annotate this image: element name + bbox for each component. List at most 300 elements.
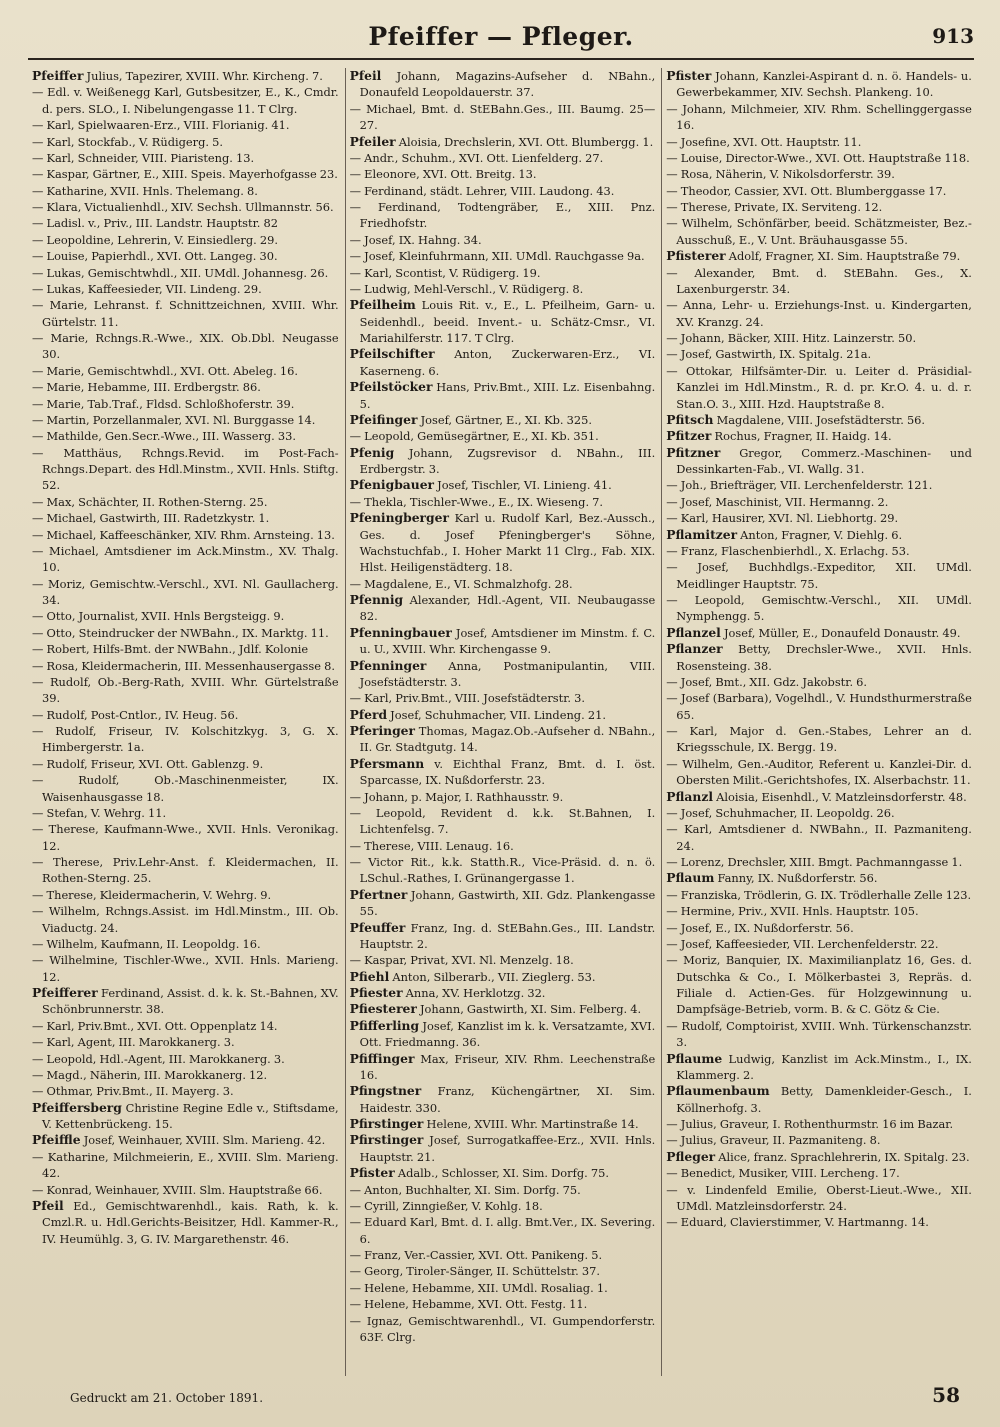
- entry-text: — Ferdinand, städt. Lehrer, VIII. Laudong. 43.: [349, 183, 615, 198]
- entry-text: Aloisia, Eisenhdl., V. Matzleinsdorferstr. 48.: [713, 789, 967, 804]
- entry-text: — Karl, Schneider, VIII. Piaristeng. 13.: [32, 150, 255, 165]
- entry-surname: Pfeuffer: [349, 919, 406, 935]
- directory-entry: [32, 608, 339, 624]
- entry-surname: Pfitzner: [666, 444, 721, 460]
- entry-text: — Marie, Gemischtwhdl., XVI. Ott. Abeleg. 16.: [32, 363, 298, 378]
- directory-entry: [32, 641, 339, 657]
- entry-text: — Magd., Näherin, III. Marokkanerg. 12.: [32, 1067, 268, 1082]
- entry-text: — Therese, Kaufmann-Wwe., XVII. Hnls. Veronikag. 12.: [32, 822, 339, 853]
- entry-surname: Pfeningberger: [349, 510, 449, 526]
- directory-entry: [666, 346, 972, 362]
- directory-entry: [666, 265, 972, 298]
- entry-text: Rochus, Fragner, II. Haidg. 14.: [711, 429, 892, 444]
- entry-surname: Pfitsch: [666, 411, 714, 427]
- directory-entry: [666, 1116, 972, 1132]
- directory-entry: [350, 1116, 656, 1132]
- directory-entry: [32, 428, 339, 444]
- entry-text: — Stefan, V. Wehrg. 11.: [32, 805, 167, 820]
- entry-surname: Pfeiler: [349, 133, 396, 149]
- entry-text: — Rudolf, Comptoirist, XVIII. Wnh. Türkenschanzstr. 3.: [666, 1018, 972, 1050]
- directory-entry: [32, 248, 339, 264]
- entry-surname: Pflanzer: [666, 641, 723, 657]
- entry-text: — Robert, Hilfs-Bmt. der NWBahn., Jdlf. Kolonie: [32, 642, 309, 657]
- directory-entry: [666, 1165, 972, 1181]
- entry-surname: Pfeilstöcker: [349, 379, 433, 395]
- directory-entry: [32, 1018, 339, 1034]
- directory-entry: [32, 68, 339, 84]
- entry-surname: Pfirstinger: [349, 1132, 424, 1148]
- entry-surname: Pfeifinger: [349, 411, 418, 427]
- directory-entry: [350, 150, 656, 166]
- directory-entry: [32, 150, 339, 166]
- directory-entry: [32, 117, 339, 133]
- entry-text: Josef, Tischler, VI. Linieng. 41.: [434, 478, 612, 493]
- entry-surname: Pferd: [349, 706, 388, 722]
- directory-entry: [666, 445, 972, 478]
- entry-text: Ed., Gemischtwarenhdl., kais. Rath, k. k. Cmzl.R. u. Hdl.Gerichts-Beisitzer, Hdl. Kammer-R., IV. Heumühlg. 3, G. IV. Margarethenstr. 46.: [42, 1198, 339, 1246]
- directory-entry: [32, 821, 339, 854]
- directory-entry: [666, 903, 972, 919]
- directory-entry: [32, 297, 339, 330]
- entry-text: — Anna, Lehr- u. Erziehungs-Inst. u. Kindergarten, XV. Kranzg. 24.: [666, 298, 972, 329]
- entry-text: — Magdalene, E., VI. Schmalzhofg. 28.: [349, 576, 573, 591]
- directory-entry: [350, 576, 656, 592]
- entry-text: — Johann, Bäcker, XIII. Hitz. Lainzerstr. 50.: [666, 331, 917, 345]
- entry-text: Josef, Weinhauer, XVIII. Slm. Marieng. 42.: [80, 1133, 326, 1148]
- entry-surname: Pferinger: [349, 723, 415, 738]
- directory-entry: [350, 1001, 656, 1017]
- entry-text: — Georg, Tiroler-Sänger, II. Schüttelstr. 37.: [349, 1264, 601, 1279]
- directory-entry: [350, 510, 656, 576]
- entry-text: — Rosa, Näherin, V. Nikolsdorferstr. 39.: [666, 167, 895, 182]
- entry-text: — Michael, Kaffeeschänker, XIV. Rhm. Arnsteing. 13.: [32, 527, 335, 542]
- directory-entry: [32, 330, 339, 363]
- entry-text: — Thekla, Tischler-Wwe., E., IX. Wieseng. 7.: [349, 494, 604, 509]
- entry-text: — Edl. v. Weißenegg Karl, Gutsbesitzer, E., K., Cmdr. d. pers. SLO., I. Nibelungengasse 11. T Clrg.: [32, 85, 339, 116]
- entry-text: — Josef, Kaffeesieder, VII. Lerchenfelderstr. 22.: [666, 936, 939, 951]
- sheet-number: 58: [932, 1383, 960, 1407]
- entry-text: — Karl, Priv.Bmt., XVI. Ott. Oppenplatz 14.: [32, 1018, 278, 1033]
- directory-entry: [32, 232, 339, 248]
- entry-text: — Rudolf, Friseur, XVI. Ott. Gablenzg. 9.: [32, 756, 264, 771]
- entry-surname: Pfeil: [32, 1197, 64, 1213]
- entry-text: Anton, Silberarb., VII. Zieglerg. 53.: [389, 969, 596, 984]
- directory-entry: [350, 985, 656, 1001]
- entry-text: Thomas, Magaz.Ob.-Aufseher d. NBahn., II. Gr. Stadtgutg. 14.: [359, 724, 656, 755]
- directory-entry: [350, 428, 656, 444]
- directory-entry: [666, 756, 972, 789]
- column-right: [661, 68, 978, 1376]
- entry-surname: Pfister: [349, 1165, 395, 1181]
- entry-text: — Josef, E., IX. Nußdorferstr. 56.: [666, 920, 854, 935]
- directory-entry: [350, 68, 656, 101]
- directory-entry: [32, 84, 339, 117]
- directory-entry: [32, 756, 339, 772]
- entry-text: — Leopold, Hdl.-Agent, III. Marokkanerg. 3.: [32, 1051, 285, 1066]
- directory-entry: [666, 215, 972, 248]
- entry-text: — Mathilde, Gen.Secr.-Wwe., III. Wasserg. 33.: [32, 429, 297, 444]
- entry-text: Anna, Postmanipulantin, VIII. Josefstädterstr. 3.: [359, 658, 656, 689]
- directory-entry: [350, 166, 656, 182]
- directory-entry: [666, 674, 972, 690]
- entry-text: — Leopold, Revident d. k.k. St.Bahnen, I. Lichtenfelsg. 7.: [349, 805, 656, 837]
- entry-text: — Rudolf, Ob.-Maschinenmeister, IX. Waisenhausgasse 18.: [32, 773, 339, 804]
- directory-entry: [666, 1149, 972, 1165]
- directory-entry: [666, 166, 972, 182]
- entry-surname: Pflaumenbaum: [666, 1083, 770, 1099]
- entry-text: Adolf, Fragner, XI. Sim. Hauptstraße 79.: [725, 249, 961, 264]
- entry-text: — Therese, VIII. Lenaug. 16.: [349, 838, 514, 853]
- entry-text: — Josef, IX. Hahng. 34.: [349, 232, 482, 247]
- directory-entry: [32, 903, 339, 936]
- directory-entry: [32, 183, 339, 199]
- entry-text: — Michael, Gastwirth, III. Radetzkystr. 1.: [32, 511, 270, 526]
- directory-entry: [32, 1198, 339, 1247]
- entry-text: Josef, Müller, E., Donaufeld Donaustr. 49.: [720, 625, 961, 640]
- entry-text: — Leopold, Gemüsegärtner, E., XI. Kb. 351.: [349, 429, 599, 444]
- directory-entry: [666, 936, 972, 952]
- directory-entry: [350, 297, 656, 346]
- entry-text: — Karl, Hausirer, XVI. Nl. Liebhortg. 29.: [666, 511, 899, 526]
- entry-surname: Pfeilschifter: [349, 346, 435, 362]
- directory-entry: [666, 821, 972, 854]
- directory-entry: [666, 330, 972, 346]
- page-header: [28, 18, 974, 60]
- entry-text: — Rosa, Kleidermacherin, III. Messenhausergasse 8.: [32, 658, 335, 673]
- directory-entry: [350, 477, 656, 493]
- entry-text: — Wilhelm, Gen.-Auditor, Referent u. Kanzlei-Dir. d. Obersten Milit.-Gerichtshofes, IX. Alserbachstr. 11.: [666, 756, 972, 788]
- entry-text: — Leopold, Gemischtw.-Verschl., XII. UMdl. Nymphengg. 5.: [666, 593, 972, 624]
- directory-entry: [350, 199, 656, 232]
- entry-text: — Marie, Hebamme, III. Erdbergstr. 86.: [32, 380, 261, 395]
- entry-text: Ferdinand, Assist. d. k. k. St.-Bahnen, XV. Schönbrunnerstr. 38.: [42, 986, 339, 1017]
- entry-text: — Therese, Kleidermacherin, V. Wehrg. 9.: [32, 887, 272, 902]
- entry-text: Alexander, Hdl.-Agent, VII. Neubaugasse 82.: [359, 593, 656, 624]
- entry-text: Franz, Ing. d. StEBahn.Ges., III. Landstr. Hauptstr. 2.: [359, 920, 656, 951]
- entry-surname: Pfiesterer: [349, 1001, 417, 1017]
- directory-entry: [666, 1083, 972, 1116]
- entry-text: — Ottokar, Hilfsämter-Dir. u. Leiter d. Präsidial-Kanzlei im Hdl.Minstm., R. d. pr. Kr.O. 4. u. d. r. Stan.O. 3., XIII. Hzd. Hauptstraße 8.: [666, 363, 972, 411]
- entry-text: — Karl, Priv.Bmt., VIII. Josefstädterstr. 3.: [349, 691, 586, 706]
- directory-entry: [350, 592, 656, 625]
- entry-text: — Karl, Major d. Gen.-Stabes, Lehrer an d. Kriegsschule, IX. Bergg. 19.: [666, 724, 972, 755]
- entry-text: — Leopoldine, Lehrerin, V. Einsiedlerg. 29.: [32, 232, 278, 247]
- entry-text: — Helene, Hebamme, XVI. Ott. Festg. 11.: [349, 1297, 588, 1312]
- entry-text: Christine Regine Edle v., Stiftsdame, V. Kettenbrückeng. 15.: [42, 1100, 339, 1131]
- entry-surname: Pflaume: [666, 1050, 723, 1066]
- directory-entry: [350, 379, 656, 412]
- directory-entry: [32, 625, 339, 641]
- entry-text: — Eduard Karl, Bmt. d. I. allg. Bmt.Ver., IX. Severing. 6.: [349, 1215, 656, 1246]
- entry-text: Josef, Amtsdiener im Minstm. f. C. u. U., XVIII. Whr. Kirchengasse 9.: [359, 625, 656, 657]
- entry-text: Betty, Damenkleider-Gesch., I. Köllnerhofg. 3.: [676, 1084, 972, 1115]
- directory-entry: [32, 1149, 339, 1182]
- entry-text: Josef, Schuhmacher, VII. Lindeng. 21.: [387, 707, 606, 722]
- entry-text: — Wilhelmine, Tischler-Wwe., XVII. Hnls. Marieng. 12.: [32, 953, 339, 984]
- entry-text: Josef, Gärtner, E., XI. Kb. 325.: [417, 412, 592, 427]
- directory-entry: [350, 838, 656, 854]
- entry-text: — Michael, Bmt. d. StEBahn.Ges., III. Baumg. 25—27.: [349, 101, 656, 133]
- entry-text: — Karl, Agent, III. Marokkanerg. 3.: [32, 1035, 235, 1050]
- entry-surname: Pfeilheim: [349, 297, 416, 313]
- directory-entry: [32, 265, 339, 281]
- entry-text: — Kaspar, Privat, XVI. Nl. Menzelg. 18.: [349, 953, 574, 968]
- directory-entry: [350, 952, 656, 968]
- entry-text: — Rudolf, Ob.-Berg-Rath, XVIII. Whr. Gürtelstraße 39.: [32, 674, 339, 706]
- entry-text: — v. Lindenfeld Emilie, Oberst-Lieut.-Wwe., XII. UMdl. Matzleinsdorferstr. 24.: [666, 1182, 972, 1213]
- entry-surname: Pfeiffersberg: [32, 1099, 122, 1115]
- directory-entry: [350, 232, 656, 248]
- entry-text: — Josef, Maschinist, VII. Hermanng. 2.: [666, 494, 889, 509]
- directory-entry: [666, 723, 972, 756]
- directory-entry: [666, 412, 972, 428]
- directory-entry: [666, 494, 972, 510]
- directory-entry: [32, 674, 339, 707]
- entry-surname: Pfersmann: [349, 755, 425, 771]
- directory-entry: [32, 854, 339, 887]
- entry-surname: Pfisterer: [666, 248, 726, 264]
- directory-entry: [32, 215, 339, 231]
- entry-text: Johann, Kanzlei-Aspirant d. n. ö. Handels- u. Gewerbekammer, XIV. Sechsh. Plankeng. 10.: [676, 69, 972, 100]
- entry-text: — Marie, Tab.Traf., Fldsd. Schloßhoferstr. 39.: [32, 396, 295, 411]
- entry-text: — Johann, Milchmeier, XIV. Rhm. Schellinggergasse 16.: [666, 101, 972, 133]
- directory-entry: [32, 1132, 339, 1148]
- directory-entry: [32, 199, 339, 215]
- directory-entry: [666, 1018, 972, 1051]
- entry-text: — Moriz, Banquier, IX. Maximilianplatz 16, Ges. d. Dutschka & Co., I. Mölkerbastei 3, Repräs. d. Filiale d. Actien-Ges. für Holzgewinnung u. Dampfsäge-Betrieb, vorm. B. & C. Götz & Cie.: [666, 953, 972, 1017]
- directory-entry: [32, 576, 339, 609]
- entry-surname: Pfeiffle: [32, 1132, 81, 1148]
- directory-entry: [350, 887, 656, 920]
- entry-text: — Karl, Scontist, V. Rüdigerg. 19.: [349, 265, 541, 280]
- entry-text: — Helene, Hebamme, XII. UMdl. Rosaliag. 1.: [349, 1280, 608, 1295]
- entry-text: — Lukas, Kaffeesieder, VII. Lindeng. 29.: [32, 281, 262, 296]
- entry-text: Franz, Küchengärtner, XI. Sim. Haidestr. 330.: [359, 1084, 656, 1115]
- entry-surname: Pfeifferer: [32, 985, 98, 1000]
- entry-text: — Lukas, Gemischtwhdl., XII. UMdl. Johannesg. 26.: [32, 265, 329, 280]
- entry-text: — Max, Schächter, II. Rothen-Sterng. 25.: [32, 494, 268, 509]
- entry-surname: Pfenninger: [349, 657, 427, 673]
- entry-text: — Matthäus, Rchngs.Revid. im Post-Fach-Rchngs.Depart. des Hdl.Minstm., XVII. Hnls. Stiftg. 52.: [32, 445, 339, 493]
- entry-surname: Pflamitzer: [666, 526, 738, 542]
- directory-entry: [350, 1051, 656, 1084]
- entry-text: — Theodor, Cassier, XVI. Ott. Blumberggasse 17.: [666, 183, 947, 198]
- directory-entry: [666, 183, 972, 199]
- entry-text: v. Eichthal Franz, Bmt. d. I. öst. Sparcasse, IX. Nußdorferstr. 23.: [359, 756, 656, 788]
- directory-entry: [350, 723, 656, 756]
- entry-text: — Wilhelm, Kaufmann, II. Leopoldg. 16.: [32, 936, 261, 951]
- directory-entry: [666, 248, 972, 264]
- entry-text: — Therese, Priv.Lehr-Anst. f. Kleidermachen, II. Rothen-Sterng. 25.: [32, 855, 339, 886]
- directory-entry: [666, 870, 972, 886]
- directory-entry: [32, 1067, 339, 1083]
- entry-surname: Pfleger: [666, 1148, 716, 1164]
- entry-text: — Marie, Rchngs.R.-Wwe., XIX. Ob.Dbl. Neugasse 30.: [32, 331, 339, 362]
- entry-surname: Pfiehl: [349, 968, 390, 984]
- entry-text: — Ignaz, Gemischtwarenhdl., VI. Gumpendorferstr. 63F. Clrg.: [349, 1313, 656, 1344]
- entry-text: — Josef, Gastwirth, IX. Spitalg. 21a.: [666, 347, 872, 362]
- entry-text: Karl u. Rudolf Karl, Bez.-Aussch., Ges. d. Josef Pfeningberger's Söhne, Wachstuchfab., I. Hoher Markt 11 Clrg., Fab. XIX. Hlst. Heiligenstädterg. 18.: [359, 511, 656, 575]
- entry-text: Anton, Zuckerwaren-Erz., VI. Kaserneng. 6.: [359, 347, 656, 378]
- directory-entry: [32, 412, 339, 428]
- directory-entry: [350, 1263, 656, 1279]
- entry-text: — Martin, Porzellanmaler, XVI. Nl. Burggasse 14.: [32, 412, 316, 427]
- directory-entry: [32, 1051, 339, 1067]
- entry-text: — Rudolf, Post-Cntlor., IV. Heug. 56.: [32, 707, 239, 722]
- entry-text: Fanny, IX. Nußdorferstr. 56.: [714, 871, 878, 886]
- entry-text: — Louise, Papierhdl., XVI. Ott. Langeg. 30.: [32, 249, 278, 264]
- directory-entry: [666, 690, 972, 723]
- entry-text: — Moriz, Gemischtw.-Verschl., XVI. Nl. Gaullacherg. 34.: [32, 576, 339, 607]
- directory-columns: [28, 68, 978, 1376]
- entry-text: Josef, Kanzlist im k. k. Versatzamte, XVI. Ott. Friedmanng. 36.: [359, 1018, 656, 1050]
- entry-text: Alice, franz. Sprachlehrerin, IX. Spitalg. 23.: [715, 1149, 970, 1164]
- directory-entry: [350, 281, 656, 297]
- print-date: Gedruckt am 21. October 1891.: [70, 1391, 264, 1405]
- directory-entry: [350, 494, 656, 510]
- directory-entry: [350, 1214, 656, 1247]
- directory-entry: [32, 985, 339, 1018]
- directory-entry: [666, 134, 972, 150]
- entry-text: — Eleonore, XVI. Ott. Breitg. 13.: [349, 167, 537, 182]
- entry-text: Ludwig, Kanzlist im Ack.Minstm., I., IX. Klammerg. 2.: [676, 1051, 972, 1082]
- directory-entry: [666, 789, 972, 805]
- directory-entry: [350, 625, 656, 658]
- directory-entry: [666, 477, 972, 493]
- directory-entry: [666, 920, 972, 936]
- entry-text: Adalb., Schlosser, XI. Sim. Dorfg. 75.: [394, 1166, 609, 1181]
- entry-text: Johann, Gastwirth, XII. Gdz. Plankengasse 55.: [359, 887, 656, 919]
- entry-text: — Katharine, Milchmeierin, E., XVIII. Slm. Marieng. 42.: [32, 1149, 339, 1181]
- directory-entry: [666, 543, 972, 559]
- entry-text: — Victor Rit., k.k. Statth.R., Vice-Präsid. d. n. ö. LSchul.-Rathes, I. Grünangergasse 1.: [349, 855, 656, 886]
- directory-entry: [32, 527, 339, 543]
- entry-text: Johann, Magazins-Aufseher d. NBahn., Donaufeld Leopoldauerstr. 37.: [359, 69, 656, 100]
- entry-text: — Rudolf, Friseur, IV. Kolschitzkyg. 3, G. X. Himbergerstr. 1a.: [32, 724, 339, 755]
- entry-text: — Katharine, XVII. Hnls. Thelemang. 8.: [32, 183, 258, 198]
- entry-text: — Johann, p. Major, I. Rathhausstr. 9.: [349, 789, 564, 804]
- entry-text: Betty, Drechsler-Wwe., XVII. Hnls. Rosensteing. 38.: [676, 642, 972, 673]
- directory-entry: [32, 396, 339, 412]
- entry-surname: Pfennig: [349, 592, 404, 607]
- directory-entry: [350, 1313, 656, 1346]
- directory-entry: [666, 428, 972, 444]
- entry-text: — Otto, Journalist, XVII. Hnls Bergsteigg. 9.: [32, 609, 285, 624]
- entry-text: — Josefine, XVI. Ott. Hauptstr. 11.: [666, 134, 862, 149]
- directory-entry: [350, 101, 656, 134]
- column-left: [28, 68, 345, 1376]
- entry-text: — Andr., Schuhm., XVI. Ott. Lienfelderg. 27.: [349, 150, 604, 165]
- directory-entry: [32, 1182, 339, 1198]
- entry-text: Anna, XV. Herklotzg. 32.: [402, 986, 546, 1000]
- directory-entry: [350, 346, 656, 379]
- directory-entry: [666, 641, 972, 674]
- entry-text: — Othmar, Priv.Bmt., II. Mayerg. 3.: [32, 1084, 234, 1099]
- directory-entry: [350, 1165, 656, 1181]
- directory-entry: [32, 134, 339, 150]
- directory-entry: [350, 920, 656, 953]
- entry-text: — Franz, Flaschenbierhdl., X. Erlachg. 53.: [666, 543, 910, 558]
- directory-entry: [350, 658, 656, 691]
- directory-entry: [666, 1051, 972, 1084]
- directory-entry: [32, 1083, 339, 1099]
- directory-entry: [666, 952, 972, 1018]
- entry-text: Julius, Tapezirer, XVIII. Whr. Kircheng. 7.: [83, 69, 323, 83]
- entry-text: Max, Friseur, XIV. Rhm. Leechenstraße 16.: [359, 1051, 656, 1082]
- directory-entry: [32, 494, 339, 510]
- entry-text: — Karl, Spielwaaren-Erz., VIII. Florianig. 41.: [32, 118, 290, 133]
- directory-entry: [350, 789, 656, 805]
- entry-text: — Josef (Barbara), Vogelhdl., V. Hundsthurmerstraße 65.: [666, 691, 972, 722]
- directory-entry: [350, 1018, 656, 1051]
- directory-entry: [32, 281, 339, 297]
- directory-entry: [32, 658, 339, 674]
- entry-text: — Julius, Graveur, I. Rothenthurmstr. 16 im Bazar.: [666, 1117, 954, 1131]
- directory-entry: [32, 707, 339, 723]
- directory-entry: [350, 412, 656, 428]
- directory-entry: [350, 1083, 656, 1116]
- entry-text: — Cyrill, Zinngießer, V. Kohlg. 18.: [349, 1198, 543, 1213]
- entry-text: — Kaspar, Gärtner, E., XIII. Speis. Mayerhofgasse 23.: [32, 167, 338, 182]
- directory-entry: [350, 690, 656, 706]
- column-middle: [345, 68, 662, 1376]
- entry-text: — Franziska, Trödlerin, G. IX. Trödlerhalle Zelle 123.: [666, 887, 972, 902]
- entry-text: — Julius, Graveur, II. Pazmaniteng. 8.: [666, 1133, 881, 1148]
- entry-text: — Lorenz, Drechsler, XIII. Bmgt. Pachmanngasse 1.: [666, 855, 963, 869]
- directory-entry: [350, 1182, 656, 1198]
- entry-text: — Josef, Bmt., XII. Gdz. Jakobstr. 6.: [666, 674, 868, 689]
- entry-surname: Pfitzer: [666, 428, 712, 444]
- entry-text: — Marie, Lehranst. f. Schnittzeichnen, XVIII. Whr. Gürtelstr. 11.: [32, 298, 339, 329]
- directory-entry: [350, 134, 656, 150]
- entry-text: Johann, Gastwirth, XI. Sim. Felberg. 4.: [416, 1002, 642, 1017]
- entry-text: — Michael, Amtsdiener im Ack.Minstm., XV. Thalg. 10.: [32, 543, 339, 575]
- page-title: Pfeiffer — Pfleger.: [368, 22, 634, 51]
- page-number: 913: [932, 24, 974, 48]
- directory-entry: [32, 363, 339, 379]
- directory-entry: [350, 1280, 656, 1296]
- entry-text: Gregor, Commerz.-Maschinen- und Dessinkarten-Fab., VI. Wallg. 31.: [676, 445, 972, 476]
- directory-entry: [666, 1182, 972, 1215]
- directory-entry: [32, 887, 339, 903]
- directory-entry: [350, 1132, 656, 1165]
- entry-surname: Pflanzl: [666, 788, 713, 804]
- directory-entry: [32, 936, 339, 952]
- directory-entry: [350, 1296, 656, 1312]
- entry-surname: Pfiester: [349, 985, 403, 1000]
- entry-text: — Hermine, Priv., XVII. Hnls. Hauptstr. 105.: [666, 904, 919, 919]
- entry-text: — Wilhelm, Rchngs.Assist. im Hdl.Minstm., III. Ob. Viaductg. 24.: [32, 904, 339, 935]
- entry-text: — Ferdinand, Todtengräber, E., XIII. Pnz. Friedhofstr.: [349, 200, 656, 231]
- directory-entry: [32, 510, 339, 526]
- entry-text: — Alexander, Bmt. d. StEBahn. Ges., X. Laxenburgerstr. 34.: [666, 265, 972, 296]
- entry-text: — Wilhelm, Schönfärber, beeid. Schätzmeister, Bez.-Ausschuß, E., V. Unt. Bräuhausgasse 55.: [666, 216, 972, 247]
- entry-text: — Karl, Stockfab., V. Rüdigerg. 5.: [32, 134, 224, 149]
- entry-surname: Pfiffinger: [349, 1050, 415, 1066]
- directory-entry: [350, 969, 656, 985]
- entry-text: Johann, Zugsrevisor d. NBahn., III. Erdbergstr. 3.: [359, 445, 656, 476]
- directory-entry: [32, 1100, 339, 1133]
- entry-text: — Eduard, Clavierstimmer, V. Hartmanng. 14.: [666, 1215, 929, 1230]
- entry-surname: Pfister: [666, 68, 712, 83]
- entry-text: — Josef, Schuhmacher, II. Leopoldg. 26.: [666, 805, 895, 820]
- directory-entry: [350, 183, 656, 199]
- entry-text: Louis Rit. v., E., L. Pfeilheim, Garn- u. Seidenhdl., beeid. Invent.- u. Schätz-Cmsr., VI. Mariahilferstr. 117. T Clrg.: [359, 298, 656, 345]
- directory-entry: [350, 265, 656, 281]
- directory-entry: [666, 527, 972, 543]
- entry-text: — Otto, Steindrucker der NWBahn., IX. Marktg. 11.: [32, 625, 329, 640]
- directory-entry: [666, 559, 972, 592]
